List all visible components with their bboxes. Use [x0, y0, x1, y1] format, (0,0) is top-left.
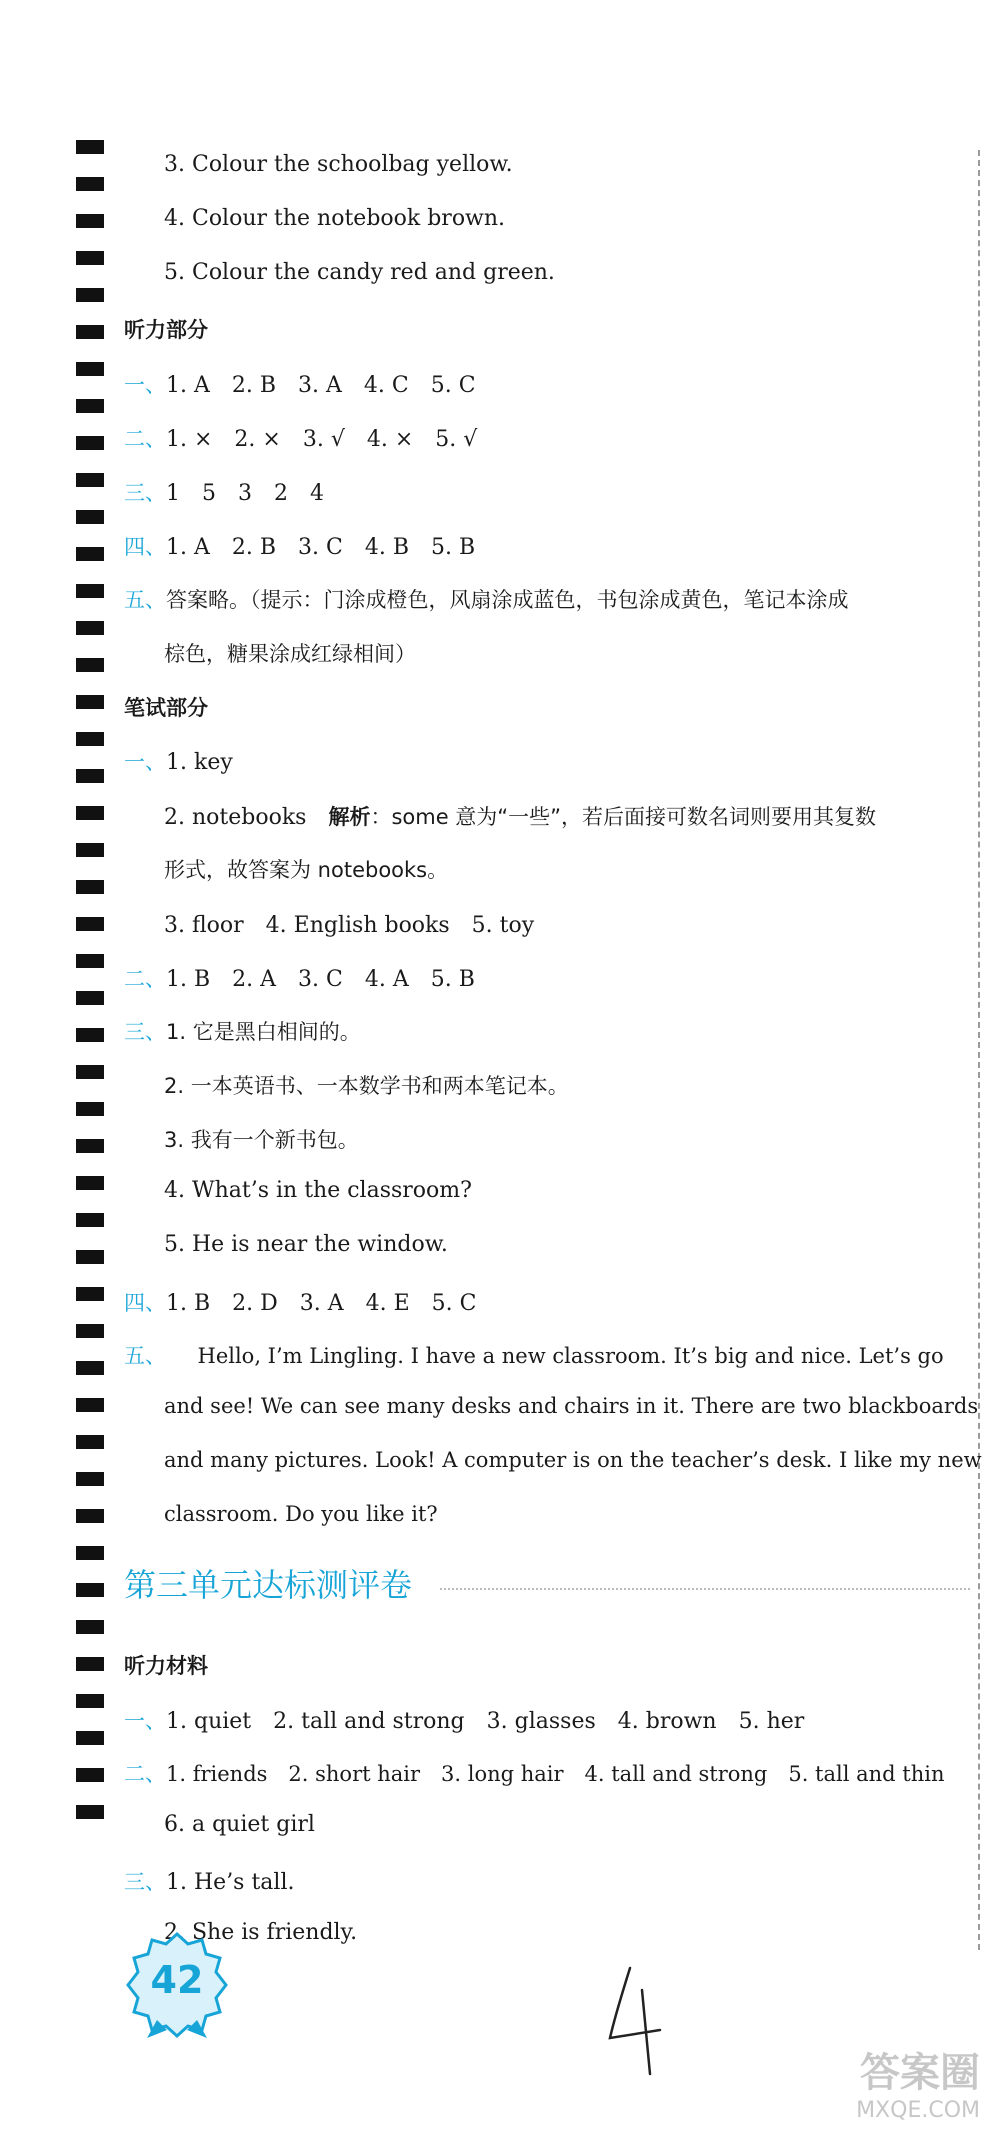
- item-number: 二、: [124, 967, 166, 991]
- answer-line: 形式，故答案为 notebooks。: [164, 858, 449, 882]
- binding-mark: [76, 880, 104, 894]
- answer-line: and see! We can see many desks and chairs in it. There are two blackboards: [164, 1394, 979, 1418]
- answer-line: 6. a quiet girl: [164, 1812, 315, 1837]
- binding-mark: [76, 251, 104, 265]
- binding-mark: [76, 806, 104, 820]
- binding-mark: [76, 1657, 104, 1671]
- item-number: 一、: [124, 1709, 166, 1733]
- answer-line: 2. 一本英语书、一本数学书和两本笔记本。: [164, 1074, 569, 1098]
- item-number: 五、: [124, 588, 166, 612]
- answer-line: 二、1. × 2. × 3. √ 4. × 5. √: [124, 427, 478, 452]
- binding-mark: [76, 214, 104, 228]
- binding-mark: [76, 510, 104, 524]
- item-number: 五、: [124, 1344, 156, 1368]
- item-number: 二、: [124, 427, 166, 451]
- binding-mark: [76, 140, 104, 154]
- answer-line: 二、1. B 2. A 3. C 4. A 5. B: [124, 967, 475, 992]
- binding-mark: [76, 1139, 104, 1153]
- binding-mark: [76, 362, 104, 376]
- item-number: 三、: [124, 481, 166, 505]
- binding-mark: [76, 399, 104, 413]
- answer-line: 棕色，糖果涂成红绿相间）: [164, 642, 416, 666]
- binding-mark: [76, 1620, 104, 1634]
- binding-mark: [76, 288, 104, 302]
- binding-marks: [76, 140, 104, 1842]
- binding-mark: [76, 991, 104, 1005]
- binding-mark: [76, 1435, 104, 1449]
- binding-mark: [76, 547, 104, 561]
- binding-mark: [76, 1731, 104, 1745]
- answer-line: classroom. Do you like it?: [164, 1502, 438, 1526]
- answer-line: 3. Colour the schoolbag yellow.: [164, 152, 513, 177]
- binding-mark: [76, 473, 104, 487]
- answer-line: 2. She is friendly.: [164, 1920, 358, 1945]
- binding-mark: [76, 1250, 104, 1264]
- binding-mark: [76, 1546, 104, 1560]
- cut-line: [978, 150, 980, 1950]
- analysis-label: 解析: [328, 805, 371, 829]
- binding-mark: [76, 1509, 104, 1523]
- answer-line: 五、答案略。（提示：门涂成橙色，风扇涂成蓝色，书包涂成黄色，笔记本涂成: [124, 588, 849, 612]
- answer-line: 3. 我有一个新书包。: [164, 1128, 359, 1152]
- handwritten-mark-icon: [600, 1960, 680, 2080]
- binding-mark: [76, 436, 104, 450]
- binding-mark: [76, 621, 104, 635]
- answer-line: 4. Colour the notebook brown.: [164, 206, 506, 231]
- answer-line: 三、1. 它是黑白相间的。: [124, 1020, 361, 1044]
- binding-mark: [76, 769, 104, 783]
- binding-mark: [76, 177, 104, 191]
- binding-mark: [76, 1361, 104, 1375]
- binding-mark: [76, 1398, 104, 1412]
- item-number: 一、: [124, 373, 166, 397]
- binding-mark: [76, 1324, 104, 1338]
- answer-line: 5. Colour the candy red and green.: [164, 260, 555, 285]
- binding-mark: [76, 917, 104, 931]
- answer-line: 三、1 5 3 2 4: [124, 481, 324, 506]
- binding-mark: [76, 1694, 104, 1708]
- answer-line: 2. notebooks 解析：some 意为“一些”，若后面接可数名词则要用其复数: [164, 805, 877, 830]
- answer-line: 一、1. key: [124, 750, 233, 775]
- item-number: 四、: [124, 535, 166, 559]
- answer-line: 四、1. B 2. D 3. A 4. E 5. C: [124, 1291, 477, 1316]
- binding-mark: [76, 1768, 104, 1782]
- section-heading: 笔试部分: [124, 696, 208, 720]
- watermark-url: MXQE.COM: [856, 2098, 980, 2123]
- answer-line: 3. floor 4. English books 5. toy: [164, 913, 535, 938]
- answer-line: 五、 Hello, I’m Lingling. I have a new classroom. It’s big and nice. Let’s go: [124, 1344, 944, 1368]
- watermark-logo: 答案圈: [860, 2050, 980, 2096]
- binding-mark: [76, 1176, 104, 1190]
- answer-line: 四、1. A 2. B 3. C 4. B 5. B: [124, 535, 476, 560]
- page-number: 42: [150, 1958, 204, 2002]
- item-number: 三、: [124, 1020, 166, 1044]
- watermark: [856, 2041, 980, 2123]
- binding-mark: [76, 1213, 104, 1227]
- title-divider: [440, 1588, 970, 1590]
- item-number: 二、: [124, 1762, 166, 1786]
- answer-line: 三、1. He’s tall.: [124, 1870, 295, 1895]
- binding-mark: [76, 1287, 104, 1301]
- binding-mark: [76, 325, 104, 339]
- binding-mark: [76, 1065, 104, 1079]
- answer-line: 一、1. A 2. B 3. A 4. C 5. C: [124, 373, 476, 398]
- answer-line: 一、1. quiet 2. tall and strong 3. glasses 4. brown 5. her: [124, 1709, 805, 1734]
- item-number: 四、: [124, 1291, 166, 1315]
- binding-mark: [76, 1472, 104, 1486]
- item-number: 三、: [124, 1870, 166, 1894]
- answer-line: and many pictures. Look! A computer is on the teacher’s desk. I like my new: [164, 1448, 982, 1472]
- binding-mark: [76, 658, 104, 672]
- binding-mark: [76, 843, 104, 857]
- binding-mark: [76, 1583, 104, 1597]
- item-number: 一、: [124, 750, 166, 774]
- answer-line: 5. He is near the window.: [164, 1232, 448, 1257]
- binding-mark: [76, 1805, 104, 1819]
- binding-mark: [76, 1028, 104, 1042]
- section-heading: 听力材料: [124, 1654, 208, 1678]
- section-heading: 听力部分: [124, 318, 208, 342]
- section-title: 第三单元达标测评卷: [124, 1566, 413, 1604]
- answer-line: 4. What’s in the classroom?: [164, 1178, 472, 1203]
- binding-mark: [76, 584, 104, 598]
- binding-mark: [76, 1102, 104, 1116]
- binding-mark: [76, 695, 104, 709]
- binding-mark: [76, 954, 104, 968]
- answer-line: 二、1. friends 2. short hair 3. long hair 4. tall and strong 5. tall and thin: [124, 1762, 945, 1786]
- binding-mark: [76, 732, 104, 746]
